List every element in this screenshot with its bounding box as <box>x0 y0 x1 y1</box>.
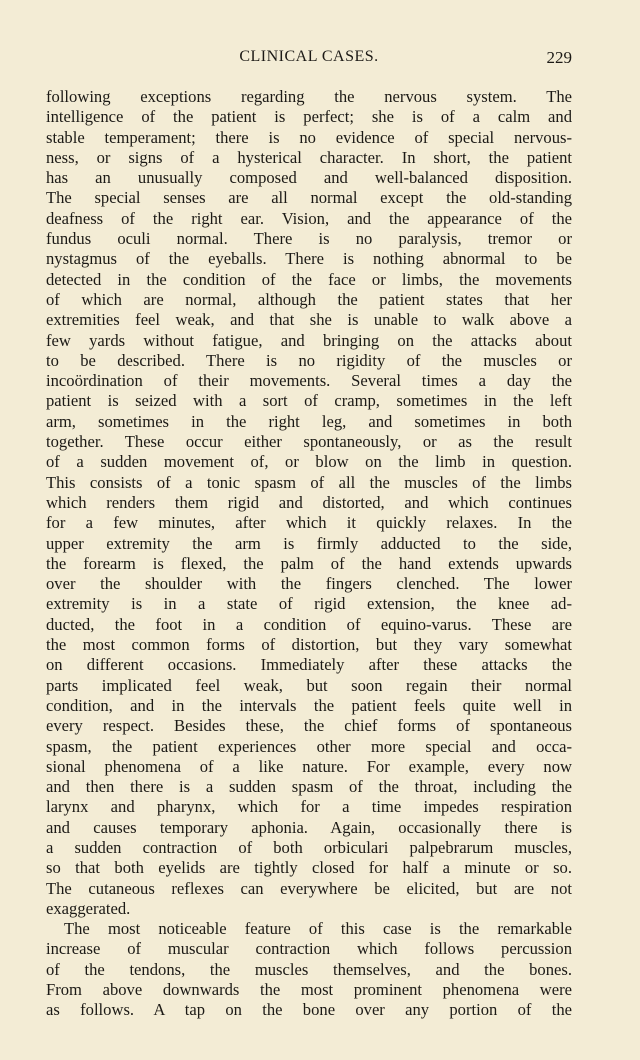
text-line: sional phenomena of a like nature. For example, every now <box>46 756 572 776</box>
text-line: The special senses are all normal except the old-standing <box>46 188 572 208</box>
text-line: to be described. There is no rigidity of the muscles or <box>46 350 572 370</box>
text-line: and causes temporary aphonia. Again, occasionally there is <box>46 817 572 837</box>
page-number: 229 <box>546 48 572 67</box>
running-head <box>46 48 572 70</box>
text-line: for a few minutes, after which it quickly relaxes. In the <box>46 513 572 533</box>
text-line: incoördination of their movements. Several times a day the <box>46 371 572 391</box>
text-line: increase of muscular contraction which follows percussion <box>46 939 572 959</box>
text-line: the forearm is flexed, the palm of the hand extends upwards <box>46 553 572 573</box>
text-line: so that both eyelids are tightly closed for half a minute or so. <box>46 858 572 878</box>
text-line: ducted, the foot in a condition of equino-varus. These are <box>46 614 572 634</box>
text-line: The cutaneous reflexes can everywhere be elicited, but are not <box>46 878 572 898</box>
text-line: over the shoulder with the fingers clenched. The lower <box>46 574 572 594</box>
text-line: extremities feel weak, and that she is unable to walk above a <box>46 310 572 330</box>
paragraph-start-line: The most noticeable feature of this case is the remarkable <box>64 919 572 939</box>
text-line: on different occasions. Immediately after these attacks the <box>46 655 572 675</box>
text-line: From above downwards the most prominent phenomena were <box>46 980 572 1000</box>
text-line: following exceptions regarding the nervous system. The <box>46 87 572 106</box>
text-line: parts implicated feel weak, but soon regain their normal <box>46 675 572 695</box>
text-line: fundus oculi normal. There is no paralysis, tremor or <box>46 229 572 249</box>
text-line: of which are normal, although the patient states that her <box>46 289 572 309</box>
text-line: of a sudden movement of, or blow on the limb in question. <box>46 452 572 472</box>
text-line: as follows. A tap on the bone over any portion of the <box>46 1000 572 1020</box>
text-line: detected in the condition of the face or limbs, the movements <box>46 269 572 289</box>
text-line: which renders them rigid and distorted, and which continues <box>46 492 572 512</box>
text-line: together. These occur either spontaneously, or as the result <box>46 432 572 452</box>
text-line: stable temperament; there is no evidence of special nervous- <box>46 127 572 147</box>
text-line: ness, or signs of a hysterical character. In short, the patient <box>46 147 572 167</box>
text-line: This consists of a tonic spasm of all the muscles of the limbs <box>46 472 572 492</box>
text-line: and then there is a sudden spasm of the throat, including the <box>46 777 572 797</box>
text-line: larynx and pharynx, which for a time impedes respiration <box>46 797 572 817</box>
body-text <box>46 87 572 1021</box>
text-line: intelligence of the patient is perfect; she is of a calm and <box>46 107 572 127</box>
text-line: deafness of the right ear. Vision, and the appearance of the <box>46 208 572 228</box>
text-line: a sudden contraction of both orbiculari palpebrarum muscles, <box>46 837 572 857</box>
paragraph-end-line: exaggerated. <box>46 898 131 918</box>
running-title: CLINICAL CASES. <box>239 48 379 65</box>
text-line: every respect. Besides these, the chief forms of spontaneous <box>46 716 572 736</box>
text-line: spasm, the patient experiences other more special and occa- <box>46 736 572 756</box>
text-line: arm, sometimes in the right leg, and sometimes in both <box>46 411 572 431</box>
text-line: the most common forms of distortion, but they vary somewhat <box>46 635 572 655</box>
text-line: upper extremity the arm is firmly adducted to the side, <box>46 533 572 553</box>
text-line: few yards without fatigue, and bringing on the attacks about <box>46 330 572 350</box>
text-line: of the tendons, the muscles themselves, and the bones. <box>46 959 572 979</box>
text-line: condition, and in the intervals the patient feels quite well in <box>46 695 572 715</box>
text-line: extremity is in a state of rigid extension, the knee ad- <box>46 594 572 614</box>
text-line: nystagmus of the eyeballs. There is nothing abnormal to be <box>46 249 572 269</box>
text-line: patient is seized with a sort of cramp, sometimes in the left <box>46 391 572 411</box>
text-line: has an unusually composed and well-balanced disposition. <box>46 168 572 188</box>
